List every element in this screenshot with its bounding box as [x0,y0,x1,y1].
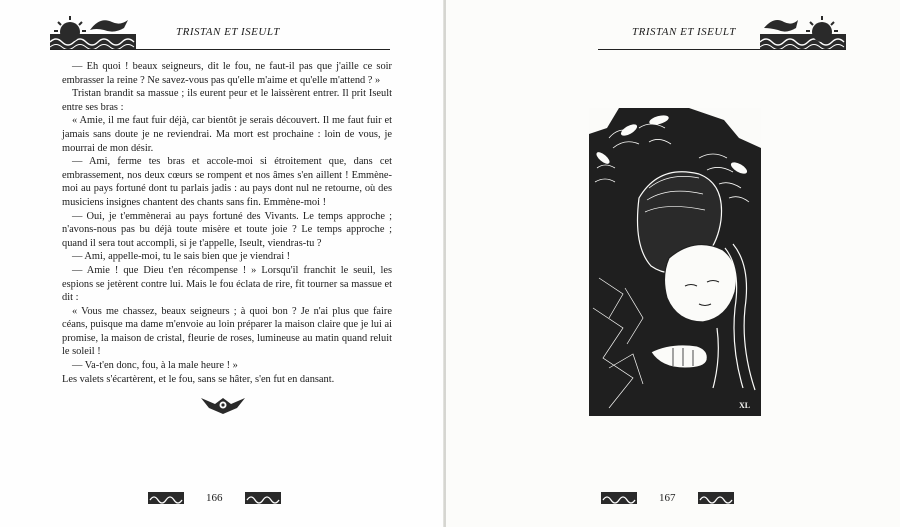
right-page-header [598,14,846,50]
sun-waves-ornament-icon [50,14,136,50]
paragraph: Les valets s'écartèrent, et le fou, sans se hâter, s'en fut en dansant. [62,373,335,385]
paragraph: — Eh quoi ! beaux seigneurs, dit le fou, ne faut-il pas que j'aille ce soir embrasser la reine ? Ne savez-vous pas qu'elle m'aime et qu'elle m'attend ? » [62,61,392,86]
wave-band-ornament-icon [601,492,637,504]
paragraph: — Va-t'en donc, fou, à la male heure ! » [72,360,238,372]
left-page [0,0,445,527]
wave-band-ornament-icon [148,492,184,504]
left-page-header [50,14,390,50]
paragraph: « Amie, il me faut fuir déjà, car bientôt je serais découvert. Il me faut fuir et jamais sans doute je ne reviendrai. Ma mort est prochaine : loin de vous, je mourrai de mon désir. [62,115,392,154]
running-title-right: TRISTAN ET ISEULT [632,26,736,38]
woodcut-illustration [589,108,761,416]
paragraph: « Vous me chassez, beaux seigneurs ; à quoi bon ? Je n'ai plus que faire céans, puisque ma dame m'envoie au loin préparer la maison claire que je lui ai promise, la maison de cristal, fleurie de roses, lumineuse au matin quand reluit le soleil ! [62,305,392,358]
folio-right [601,490,734,506]
page-number: 167 [659,492,676,504]
folio-left [148,490,281,506]
wave-band-ornament-icon [245,492,281,504]
chapter-body-text [62,60,392,386]
page-number: 166 [206,492,223,504]
tailpiece-ornament-icon [199,394,247,416]
paragraph: Tristan brandit sa massue ; ils eurent peur et le laissèrent entrer. Il prit Iseult entre ses bras : [62,88,392,113]
paragraph: — Ami, ferme tes bras et accole-moi si étroitement que, dans cet embrassement, nos deux cœurs se rompent et nos âmes s'en aillent ! Emmène-moi au pays fortuné dont tu parlais jadis : au pays dont nul ne retourne, où des musiciens insignes chantent des chants sans fin. Emmène-moi ! [62,156,392,208]
wave-band-ornament-icon [698,492,734,504]
sun-waves-ornament-icon [760,14,846,50]
paragraph: — Ami, appelle-moi, tu le sais bien que je viendrai ! [72,251,291,263]
paragraph: — Amie ! que Dieu t'en récompense ! » Lorsqu'il franchit le seuil, les espions se jetèrent contre lui. Mais le fou éclata de rire, fit tourner sa massue et dit : [62,264,392,304]
running-title-left: TRISTAN ET ISEULT [176,26,280,38]
illustration-signature: XL [739,401,751,410]
paragraph: — Oui, je t'emmènerai au pays fortuné des Vivants. Le temps approche ; n'avons-nous pas bu déjà toute misère et toute joie ? Le temps approche ; quand il sera tout accompli, si je t'appelle, Iseult, viendras-tu ? [62,210,392,249]
